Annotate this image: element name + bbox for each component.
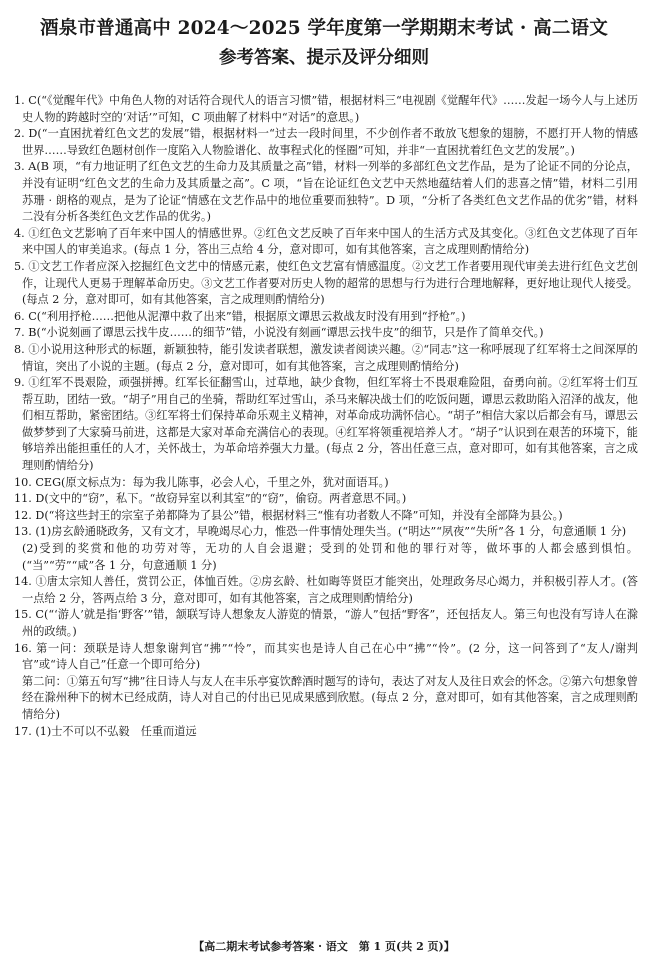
answer-item-13-part1: 13. (1)房玄龄通晓政务，又有文才，早晚竭尽心力，惟恐一件事情处理失当。(“明达”“夙夜”“失所”各 1 分，句意通顺 1 分) bbox=[14, 525, 627, 539]
answer-item: 11. D(文中的“窃”，私下。“故窃异室以利其室”的“窃”，偷窃。两者意思不同。) bbox=[14, 492, 407, 506]
answer-item: 4. ①红色文艺影响了百年来中国人的情感世界。②红色文艺反映了百年来中国人的生活方式及其变化。③红色文艺体现了百年来中国人的审美追求。(每点 1 分，答出三点给 4 分，意对即可，如有其他答案，言之成理则酌情给分) bbox=[14, 226, 638, 257]
answer-item: 7. B(“小说刻画了谭思云找牛皮……的细节”错，小说没有刻画“谭思云找牛皮”的细节，只是作了简单交代。) bbox=[14, 326, 544, 340]
answer-item-16-first: 16. 第一问：颈联是诗人想象谢判官“拂”“怜”，而其实也是诗人自己在心中“拂”“怜”。(2 分，这一问答到了“友人/谢判官”或“诗人自己”任意一个即可给分) bbox=[14, 641, 638, 672]
answer-item: 9. ①红军不畏艰险，顽强拼搏。红军长征翻雪山，过草地，缺少食物，但红军将士不畏艰难险阻，奋勇向前。②红军将士们互帮互助，团结一致。“胡子”用自己的坐骑，帮助红军过雪山，杀马来解决战士们的吃饭问题，谭思云救助陷入沼泽的战友，他们相互帮助，紧密团结。③红军将士们保持革命乐观主义精神，对革命成功满怀信心。“胡子”相信大家以后都会有马，谭思云做梦梦到了大家骑马前进，这都是大家对革命充满信心的表现。④红军将领重视培养人才。“胡子”认识到在艰苦的环境下，能够培养出能担重任的人才，关怀战士，为革命培养强大力量。(每点 2 分，答出任意三点，意对即可，如有其他答案，言之成理则酌情给分) bbox=[14, 376, 638, 473]
page-subtitle: 参考答案、提示及评分细则 bbox=[219, 48, 429, 68]
page-title: 酒泉市普通高中 2024～2025 学年度第一学期期末考试 · 高二语文 bbox=[40, 18, 608, 39]
answer-item: 15. C(“‘游人’就是指‘野客’”错，颔联写诗人想象友人游览的情景，“游人”包括“野客”，还包括友人。第三句也没有写诗人在滁州的政绩。) bbox=[14, 608, 638, 638]
answer-item: 2. D(“一直困扰着红色文艺的发展”错，根据材料一“过去一段时间里，不少创作者不敢放飞想象的翅膀，不愿打开人物的情感世界……导致红色题材创作一度陷入人物脸谱化、故事程式化的怪圈”可知，并非“一直困扰着红色文艺的发展”。) bbox=[14, 127, 638, 157]
answer-item: 12. D(“将这些封王的宗室子弟都降为了县公”错，根据材料三“惟有功者数人不降”可知，并没有全部降为县公。) bbox=[14, 508, 563, 522]
answer-item: 10. CEG(原文标点为：每为我儿陈事，必会人心，千里之外，犹对面语耳。) bbox=[14, 475, 389, 489]
answer-item: 1. C(“《觉醒年代》中角色人物的对话符合现代人的语言习惯”错，根据材料三“电视剧《觉醒年代》……发起一场今人与上述历史人物的跨越时空的‘对话’”可知，C 项曲解了材料中“对话”的意思。) bbox=[14, 94, 638, 124]
answer-item-16-second: 第二问：①第五句写“拂”往日诗人与友人在丰乐亭宴饮醉酒时题写的诗句，表达了对友人及往日欢会的怀念。②第六句想象曾经在滁州种下的树木已经成荫，诗人对自己的付出已见成果感到欣慰。(每点 2 分，意对即可，如有其他答案，言之成理则酌情给分) bbox=[22, 674, 638, 721]
answer-item: 5. ①文艺工作者应深入挖掘红色文艺中的情感元素，使红色文艺富有情感温度。②文艺工作者要用现代审美去进行红色文艺创作，让现代人更易于理解革命历史。③文艺工作者要对历史人物的超常的思想与行为进行合理地解释，更好地让现代人接受。(每点 2 分，意对即可，如有其他答案，言之成理则酌情给分) bbox=[14, 259, 638, 307]
answer-item: 3. A(B 项，“有力地证明了红色文艺的生命力及其质量之高”错，材料一列举的多部红色文艺作品，是为了论证不同的分论点，并没有证明“红色文艺的生命力及其质量之高”。C 项，“旨在论证红色文艺中天然地蕴结着人们的悲喜之情”错，材料二引用苏珊 · 朗格的观点，是为了论证“情感在文艺作品中的地位重要而独特”。D 项，“分析了各类红色文艺作品的优劣”错，材料二没有分析各类红色文艺作品的优劣。) bbox=[14, 160, 638, 224]
answer-item: 8. ①小说用这种形式的标题，新颖独特，能引发读者联想，激发读者阅读兴趣。②“同志”这一称呼展现了红军将士之间深厚的情谊，突出了小说的主题。(每点 2 分，意对即可，如有其他答案，言之成理则酌情给分) bbox=[14, 342, 638, 373]
answer-list bbox=[14, 93, 638, 740]
answer-item: 14. ①唐太宗知人善任，赏罚公正，体恤百姓。②房玄龄、杜如晦等贤臣才能突出，处理政务尽心竭力，并积极引荐人才。(答一点给 2 分，答两点给 3 分，意对即可，如有其他答案，言之成理则酌情给分) bbox=[14, 575, 638, 605]
page-footer: 【高二期末考试参考答案 · 语文 第 1 页(共 2 页)】 bbox=[193, 940, 455, 953]
answer-item: 17. (1)士不可以不弘毅 任重而道远 bbox=[14, 724, 197, 738]
answer-item: 6. C(“利用抒枪……把他从泥潭中救了出来”错，根据原文谭思云救战友时没有用到“抒枪”。) bbox=[14, 309, 466, 323]
answer-item-13-part2: (2)受到的奖赏和他的功劳对等，无功的人自会退避；受到的处罚和他的罪行对等，做坏事的人都会感到惧怕。(“当”“劳”“咸”各 1 分，句意通顺 1 分) bbox=[22, 542, 638, 572]
